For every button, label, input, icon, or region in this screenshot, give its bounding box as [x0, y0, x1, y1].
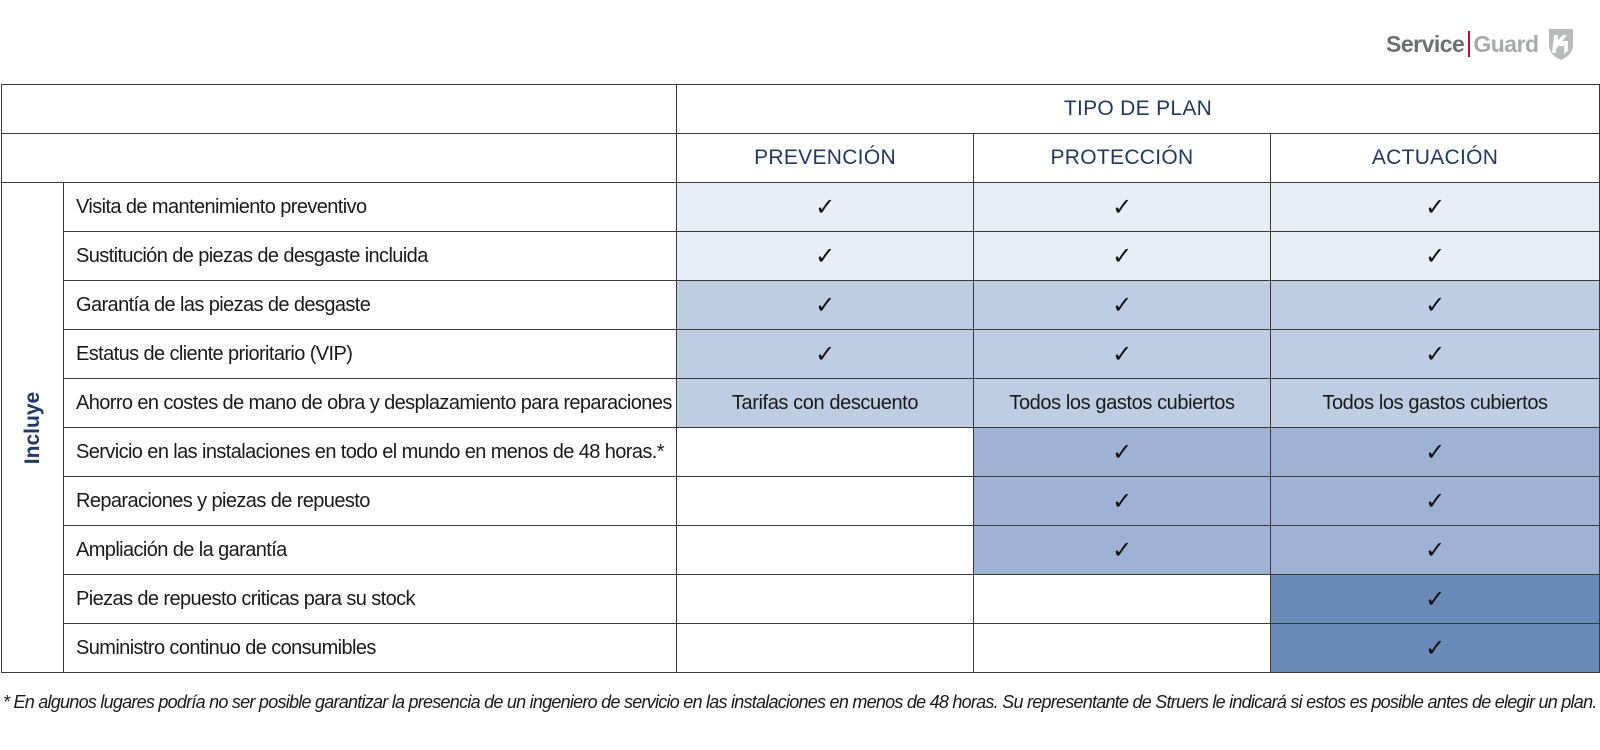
feature-label: Estatus de cliente prioritario (VIP)	[64, 330, 677, 379]
check-icon: ✓	[974, 330, 1271, 379]
plan-header-actuacion: ACTUACIÓN	[1271, 134, 1600, 183]
plan-value-proteccion	[974, 575, 1271, 624]
footnote: * En algunos lugares podría no ser posible garantizar la presencia de un ingeniero de servicio en las instalaciones en menos de 48 horas. Su representante de Struers le indicará si estos es posible antes de elegir un plan.	[3, 692, 1597, 712]
feature-label: Servicio en las instalaciones en todo el mundo en menos de 48 horas.*	[64, 428, 677, 477]
plan-value-actuacion: Todos los gastos cubiertos	[1271, 379, 1600, 428]
table-row	[2, 428, 1600, 477]
check-icon: ✓	[677, 183, 974, 232]
plan-value-proteccion	[974, 624, 1271, 673]
check-icon: ✓	[1271, 281, 1600, 330]
table-row	[2, 330, 1600, 379]
table-row	[2, 232, 1600, 281]
check-icon: ✓	[1271, 330, 1600, 379]
table-row	[2, 575, 1600, 624]
plan-value-prevencion	[677, 624, 974, 673]
check-icon: ✓	[1271, 575, 1600, 624]
feature-label: Garantía de las piezas de desgaste	[64, 281, 677, 330]
table-row	[2, 477, 1600, 526]
feature-label: Visita de mantenimiento preventivo	[64, 183, 677, 232]
feature-label: Reparaciones y piezas de repuesto	[64, 477, 677, 526]
plan-header-prevencion: PREVENCIÓN	[677, 134, 974, 183]
check-icon: ✓	[974, 428, 1271, 477]
plan-type-header-row	[2, 85, 1600, 134]
plan-value-prevencion	[677, 526, 974, 575]
check-icon: ✓	[974, 232, 1271, 281]
includes-side-cell	[2, 183, 64, 673]
plan-value-prevencion	[677, 575, 974, 624]
logo-service-text: Service	[1386, 30, 1465, 57]
check-icon: ✓	[1271, 624, 1600, 673]
plan-value-prevencion: Tarifas con descuento	[677, 379, 974, 428]
shield-icon	[1547, 27, 1575, 61]
logo-separator	[1468, 31, 1470, 57]
empty-header-cell	[2, 85, 677, 134]
feature-label: Piezas de repuesto criticas para su stock	[64, 575, 677, 624]
check-icon: ✓	[677, 232, 974, 281]
table-row	[2, 526, 1600, 575]
check-icon: ✓	[974, 281, 1271, 330]
empty-header-cell	[2, 134, 677, 183]
plan-value-prevencion	[677, 477, 974, 526]
table-row	[2, 379, 1600, 428]
check-icon: ✓	[974, 183, 1271, 232]
includes-label: Incluye	[20, 391, 44, 464]
check-icon: ✓	[677, 330, 974, 379]
plan-value-prevencion	[677, 428, 974, 477]
check-icon: ✓	[677, 281, 974, 330]
feature-label: Sustitución de piezas de desgaste incluida	[64, 232, 677, 281]
table-row	[2, 183, 1600, 232]
plan-value-proteccion: Todos los gastos cubiertos	[974, 379, 1271, 428]
feature-rows	[2, 183, 1600, 673]
check-icon: ✓	[1271, 428, 1600, 477]
check-icon: ✓	[974, 526, 1271, 575]
plan-names-row	[2, 134, 1600, 183]
check-icon: ✓	[1271, 183, 1600, 232]
table-row	[2, 281, 1600, 330]
logo-guard-text: Guard	[1473, 30, 1539, 57]
plan-comparison-table	[1, 84, 1600, 673]
feature-label: Suministro continuo de consumibles	[64, 624, 677, 673]
check-icon: ✓	[974, 477, 1271, 526]
check-icon: ✓	[1271, 526, 1600, 575]
check-icon: ✓	[1271, 477, 1600, 526]
plan-header-proteccion: PROTECCIÓN	[974, 134, 1271, 183]
feature-label: Ahorro en costes de mano de obra y desplazamiento para reparaciones	[64, 379, 677, 428]
plan-type-header: TIPO DE PLAN	[677, 85, 1600, 134]
serviceguard-logo	[1386, 26, 1575, 62]
table-row	[2, 624, 1600, 673]
feature-label: Ampliación de la garantía	[64, 526, 677, 575]
check-icon: ✓	[1271, 232, 1600, 281]
